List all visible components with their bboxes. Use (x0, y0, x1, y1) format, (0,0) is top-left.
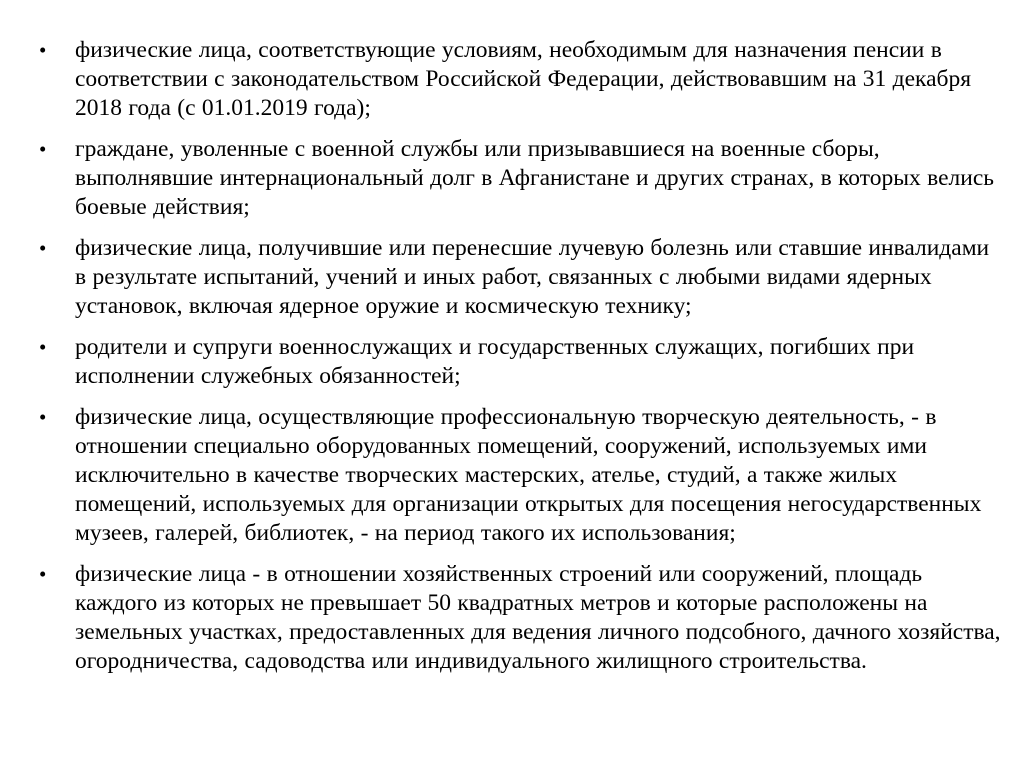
bullet-text: родители и супруги военнослужащих и государственных служащих, погибших при исполнении служебных обязанностей; (75, 334, 915, 389)
list-item (35, 333, 1006, 391)
bullet-icon: • (39, 562, 47, 586)
list-item (35, 36, 1006, 123)
list-item (35, 560, 1006, 676)
bullet-text: физические лица, осуществляющие профессиональную творческую деятельность, - в отношении специально оборудованных помещений, сооружений, используемых ими исключительно в качестве творческих мастерских, ателье, студий, а также жилых помещений, используемых для организации открытых для посещения негосударственных музеев, галерей, библиотек, - на период такого их использования; (75, 404, 982, 546)
bullet-text: физические лица, соответствующие условиям, необходимым для назначения пенсии в соответствии с законодательством Российской Федерации, действовавшим на 31 декабря 2018 года (с 01.01.2019 года); (75, 37, 972, 121)
list-item (35, 234, 1006, 321)
bullet-text: граждане, уволенные с военной службы или призывавшиеся на военные сборы, выполнявшие интернациональный долг в Афганистане и других странах, в которых велись боевые действия; (75, 136, 994, 220)
bullet-icon: • (39, 137, 47, 161)
bullet-icon: • (39, 405, 47, 429)
bullet-icon: • (39, 38, 47, 62)
bullet-text: физические лица, получившие или перенесшие лучевую болезнь или ставшие инвалидами в результате испытаний, учений и иных работ, связанных с любыми видами ядерных установок, включая ядерное оружие и космическую технику; (75, 235, 990, 319)
bullet-list (35, 36, 1006, 676)
list-item (35, 403, 1006, 548)
list-item (35, 135, 1006, 222)
bullet-icon: • (39, 236, 47, 260)
bullet-text: физические лица - в отношении хозяйственных строений или сооружений, площадь каждого из которых не превышает 50 квадратных метров и которые расположены на земельных участках, предоставленных для ведения личного подсобного, дачного хозяйства, огородничества, садоводства или индивидуального жилищного строительства. (75, 561, 1001, 674)
bullet-icon: • (39, 335, 47, 359)
